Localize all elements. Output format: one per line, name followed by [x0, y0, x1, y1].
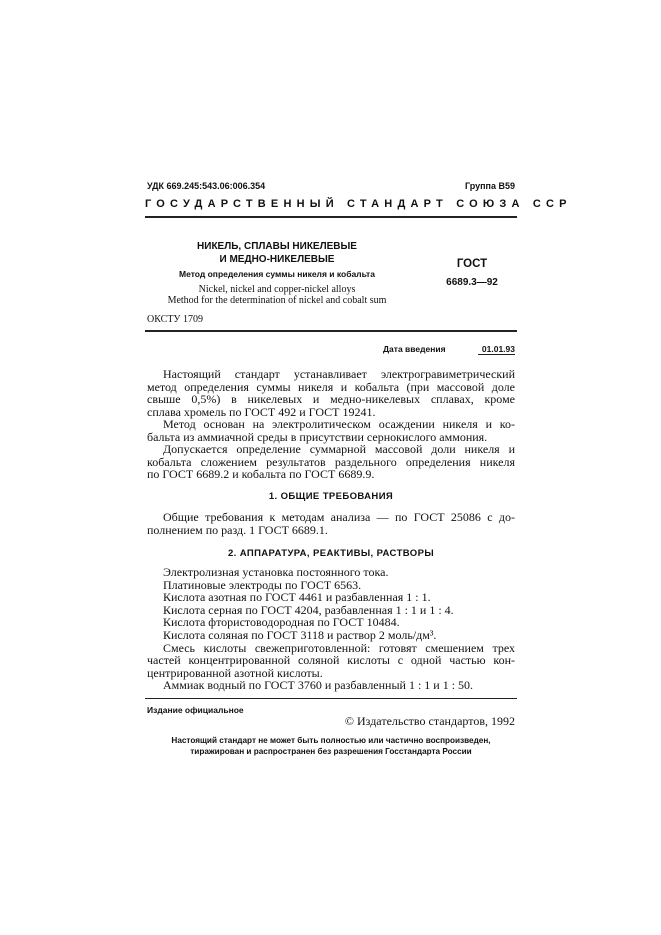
- list-item: Электролизная установка постоянного тока.: [163, 565, 389, 579]
- text-line: частей концентрированной соляной кислоты с одной частью кон-: [147, 653, 515, 668]
- footer-rule: [145, 698, 517, 699]
- udc-code: УДК 669.245:543.06:006.354: [147, 181, 266, 191]
- text-line: метод определения суммы никеля и кобальта (при массовой доле: [147, 379, 515, 394]
- list-item: Платиновые электроды по ГОСТ 6563.: [163, 577, 362, 592]
- official-edition: Издание официальное: [147, 705, 244, 715]
- text-line: центрированной азотной кислоты.: [147, 665, 323, 680]
- copyright: © Издательство стандартов, 1992: [344, 714, 515, 728]
- section-2-heading: 2. АППАРАТУРА, РЕАКТИВЫ, РАСТВОРЫ: [227, 548, 435, 559]
- text-line: бальта из аммиачной среды в присутствии сернокислого аммония.: [147, 429, 488, 444]
- list-item: Кислота фтористоводородная по ГОСТ 10484.: [163, 615, 400, 630]
- text-line: полнением по разд. 1 ГОСТ 6689.1.: [147, 522, 328, 537]
- text-line: сплава хромель по ГОСТ 492 и ГОСТ 19241.: [147, 404, 376, 419]
- intro-date-value: 01.01.93: [478, 344, 515, 355]
- text-line: по ГОСТ 6689.2 и кобальта по ГОСТ 6689.9.: [147, 467, 375, 482]
- section-1-heading: 1. ОБЩИЕ ТРЕБОВАНИЯ: [268, 491, 394, 502]
- section-2-body: [147, 566, 515, 692]
- title-english-line-2: Method for the determination of nickel and cobalt sum: [167, 295, 387, 306]
- gost-label: ГОСТ: [456, 258, 488, 270]
- text-line: свыше 0,5%) в никелевых и медно-никелевых сплавах, кроме: [147, 392, 515, 407]
- reproduction-notice: [145, 735, 517, 757]
- title-english: [147, 284, 407, 306]
- text-line: Допускается определение суммарной массовой доли никеля и: [163, 442, 515, 456]
- text-line: Настоящий стандарт устанавливает электрогравиметрический: [163, 367, 515, 381]
- title-line-2: И МЕДНО-НИКЕЛЕВЫЕ: [219, 254, 335, 265]
- list-item: Кислота серная по ГОСТ 4204, разбавленная 1 : 1 и 1 : 4.: [163, 602, 454, 617]
- reproduction-notice-line-2: тиражирован и распространен без разрешения Госстандарта России: [190, 747, 472, 756]
- list-item: Кислота соляная по ГОСТ 3118 и раствор 2 моль/дм³.: [163, 627, 437, 642]
- intro-paragraph-1: [147, 368, 515, 418]
- title-subtitle: Метод определения суммы никеля и кобальта: [179, 269, 375, 279]
- text-line: кобальта сложением результатов раздельного определения никеля: [147, 454, 515, 469]
- title-line-1: НИКЕЛЬ, СПЛАВЫ НИКЕЛЕВЫЕ: [197, 241, 357, 252]
- title-block: [147, 240, 407, 266]
- text-line: Общие требования к методам анализа — по ГОСТ 25086 с до-: [163, 510, 515, 524]
- state-standard-banner: ГОСУДАРСТВЕННЫЙ СТАНДАРТ СОЮЗА ССР: [145, 198, 572, 210]
- text-line: Смесь кислоты свежеприготовленной: готовят смешением трех: [163, 640, 515, 655]
- text-line: Метод основан на электролитическом осаждении никеля и ко-: [163, 417, 515, 431]
- title-english-line-1: Nickel, nickel and copper-nickel alloys: [198, 284, 356, 295]
- okstu-code: ОКСТУ 1709: [147, 314, 204, 325]
- gost-number: 6689.3—92: [446, 277, 498, 288]
- section-1-body: [147, 511, 515, 536]
- intro-paragraph-3: [147, 443, 515, 481]
- header-rule: [145, 216, 517, 218]
- intro-paragraph-2: [147, 418, 515, 443]
- group-code: Группа В59: [464, 181, 515, 191]
- intro-date-label: Дата введения: [383, 344, 446, 354]
- list-item: Аммиак водный по ГОСТ 3760 и разбавленный 1 : 1 и 1 : 50.: [163, 678, 474, 693]
- list-item: Кислота азотная по ГОСТ 4461 и разбавленная 1 : 1.: [163, 590, 431, 605]
- okstu-rule: [145, 330, 517, 332]
- reproduction-notice-line-1: Настоящий стандарт не может быть полностью или частично воспроизведен,: [171, 736, 491, 745]
